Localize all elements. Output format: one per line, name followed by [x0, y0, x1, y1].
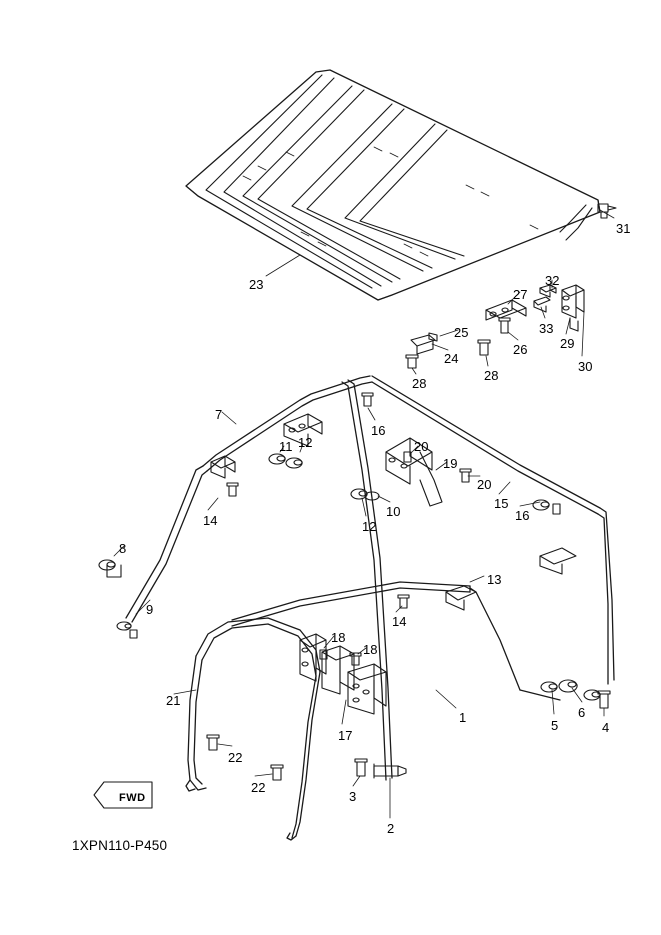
callout-27: 27	[513, 287, 528, 302]
callout-12-upper: 12	[298, 435, 313, 450]
callout-32: 32	[545, 273, 560, 288]
callout-18-right: 18	[363, 642, 378, 657]
callout-7: 7	[215, 407, 223, 422]
callout-30: 30	[578, 359, 593, 374]
callout-14-left: 14	[203, 513, 218, 528]
callout-19: 19	[443, 456, 458, 471]
lower-left-fasteners	[99, 560, 137, 638]
callout-2: 2	[387, 821, 395, 836]
callout-16-left: 16	[371, 423, 386, 438]
part-code-label: 1XPN110-P450	[72, 838, 168, 853]
callout-3: 3	[349, 789, 357, 804]
callout-14-mid: 14	[392, 614, 407, 629]
callout-25: 25	[454, 325, 469, 340]
fwd-label: FWD	[119, 792, 146, 804]
callout-1: 1	[459, 710, 467, 725]
callout-22-lower: 22	[251, 780, 266, 795]
callout-8: 8	[119, 541, 127, 556]
callout-18-left: 18	[331, 630, 346, 645]
roll-bar-frame	[126, 376, 614, 780]
callout-11: 11	[279, 439, 293, 454]
callout-15: 15	[494, 496, 509, 511]
callout-21: 21	[166, 693, 181, 708]
callout-33: 33	[539, 321, 554, 336]
callout-16-right: 16	[515, 508, 530, 523]
rear-bracket-group	[486, 285, 584, 336]
callout-26: 26	[513, 342, 528, 357]
callout-22-upper: 22	[228, 750, 243, 765]
callout-13: 13	[487, 572, 502, 587]
callout-23: 23	[249, 277, 264, 292]
callout-20-lower: 20	[477, 477, 492, 492]
callout-17: 17	[338, 728, 353, 743]
mid-bracket-group	[211, 393, 576, 610]
callout-29: 29	[560, 336, 575, 351]
callout-9: 9	[146, 602, 154, 617]
callout-24: 24	[444, 351, 459, 366]
roof-panel	[186, 70, 600, 300]
callout-4: 4	[602, 720, 610, 735]
callout-31: 31	[616, 221, 631, 236]
callout-20-upper: 20	[414, 439, 429, 454]
callout-10: 10	[386, 504, 401, 519]
callout-5: 5	[551, 718, 559, 733]
callout-28-left: 28	[412, 376, 427, 391]
bottom-fastener-group	[207, 680, 610, 780]
callout-28-right: 28	[484, 368, 499, 383]
callout-6: 6	[578, 705, 586, 720]
callout-12-lower: 12	[362, 519, 377, 534]
